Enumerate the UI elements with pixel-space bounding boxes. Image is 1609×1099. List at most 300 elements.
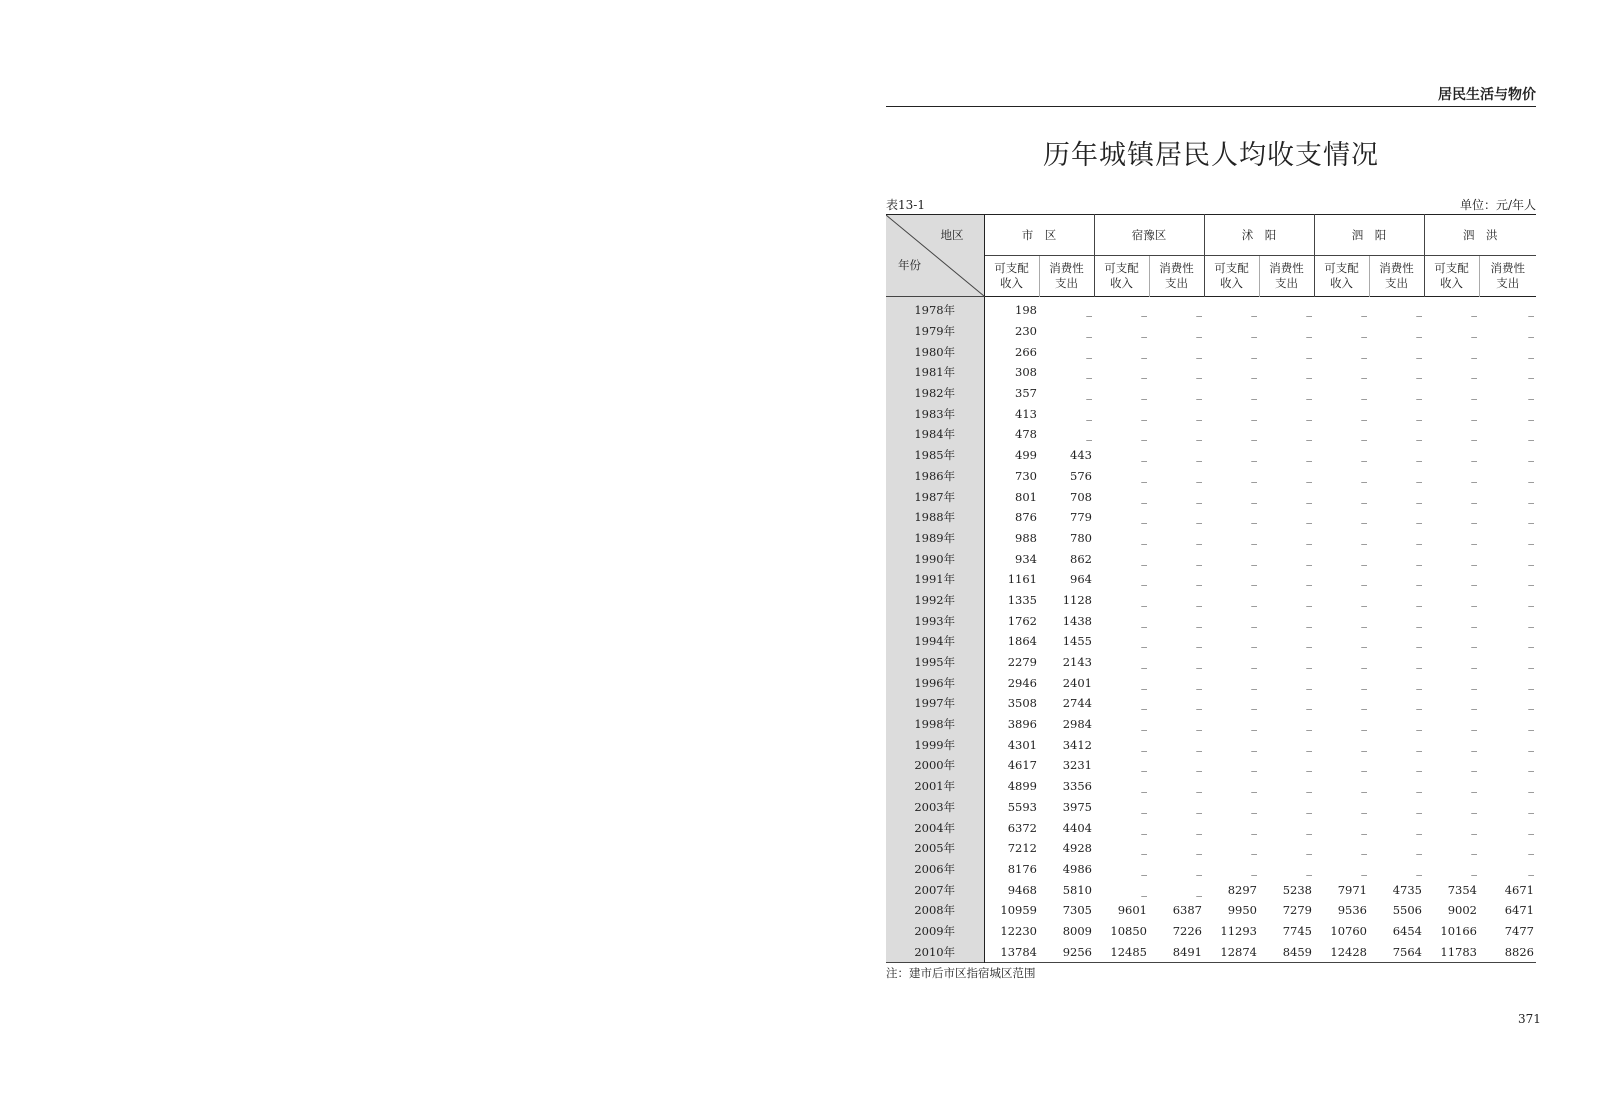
value-cell: _ (1471, 841, 1477, 856)
year-cell: 1993年 (886, 610, 984, 631)
year-cell: 1978年 (886, 297, 984, 321)
value-cell: _ (1141, 779, 1147, 794)
value-cell: _ (1306, 303, 1312, 318)
year-cell: 1998年 (886, 714, 984, 735)
value-cell: 934 (1015, 551, 1037, 566)
table-row (886, 569, 1536, 590)
value-cell: _ (1528, 365, 1534, 380)
value-cell: 9468 (1007, 882, 1037, 897)
value-cell: _ (1196, 841, 1202, 856)
value-cell: _ (1251, 675, 1257, 690)
value-cell: _ (1471, 779, 1477, 794)
value-cell: _ (1141, 530, 1147, 545)
table-row (886, 466, 1536, 487)
value-cell: 3896 (1007, 717, 1037, 732)
value-cell: _ (1471, 530, 1477, 545)
value-cell: _ (1471, 551, 1477, 566)
value-cell: _ (1306, 799, 1312, 814)
value-cell: 1762 (1007, 613, 1037, 628)
value-cell: 478 (1015, 427, 1037, 442)
value-cell: 2946 (1007, 675, 1037, 690)
value-cell: _ (1416, 365, 1422, 380)
value-cell: _ (1251, 406, 1257, 421)
value-cell: _ (1471, 717, 1477, 732)
value-cell: _ (1196, 655, 1202, 670)
value-cell: _ (1196, 572, 1202, 587)
value-cell: _ (1086, 406, 1092, 421)
value-cell: 801 (1015, 489, 1037, 504)
value-cell: _ (1196, 324, 1202, 339)
value-cell: _ (1196, 861, 1202, 876)
value-cell: _ (1361, 592, 1367, 607)
value-cell: 8009 (1062, 923, 1092, 938)
value-cell: _ (1306, 406, 1312, 421)
value-cell: _ (1141, 324, 1147, 339)
value-cell: _ (1471, 799, 1477, 814)
value-cell: _ (1251, 592, 1257, 607)
value-cell: 12874 (1220, 944, 1257, 959)
value-cell: _ (1086, 365, 1092, 380)
table-row (886, 817, 1536, 838)
value-cell: 11293 (1220, 923, 1257, 938)
value-cell: 6372 (1007, 820, 1037, 835)
corner-diagonal (886, 215, 984, 296)
value-cell: _ (1141, 365, 1147, 380)
table-row (886, 693, 1536, 714)
value-cell: 4735 (1392, 882, 1422, 897)
year-cell: 1999年 (886, 734, 984, 755)
value-cell: _ (1528, 489, 1534, 504)
value-cell: _ (1361, 572, 1367, 587)
sub-header-line: 收入 (1220, 276, 1243, 290)
value-cell: _ (1196, 468, 1202, 483)
corner-region-label: 地区 (940, 228, 964, 242)
value-cell: 443 (1070, 448, 1092, 463)
value-cell: _ (1306, 779, 1312, 794)
value-cell: _ (1141, 303, 1147, 318)
value-cell: _ (1416, 448, 1422, 463)
value-cell: _ (1471, 613, 1477, 628)
value-cell: 6471 (1504, 903, 1534, 918)
year-cell: 1987年 (886, 486, 984, 507)
sub-header-line: 可支配 (994, 261, 1029, 275)
value-cell: _ (1361, 634, 1367, 649)
value-cell: _ (1251, 427, 1257, 442)
value-cell: _ (1361, 406, 1367, 421)
year-cell: 2008年 (886, 900, 984, 921)
value-cell: _ (1306, 634, 1312, 649)
value-cell: _ (1196, 365, 1202, 380)
value-cell: _ (1416, 510, 1422, 525)
table-row (886, 590, 1536, 611)
value-cell: _ (1471, 592, 1477, 607)
value-cell: _ (1086, 427, 1092, 442)
table-header (886, 215, 1536, 297)
value-cell: _ (1141, 675, 1147, 690)
value-cell: _ (1361, 551, 1367, 566)
value-cell: _ (1196, 551, 1202, 566)
value-cell: _ (1528, 406, 1534, 421)
value-cell: _ (1306, 324, 1312, 339)
value-cell: 3231 (1062, 758, 1092, 773)
value-cell: 576 (1070, 468, 1092, 483)
table-row (886, 548, 1536, 569)
value-cell: 8297 (1227, 882, 1257, 897)
value-cell: 3975 (1062, 799, 1092, 814)
value-cell: 198 (1015, 303, 1037, 318)
value-cell: 5810 (1062, 882, 1092, 897)
value-cell: 10760 (1330, 923, 1367, 938)
sub-header-expense (1039, 256, 1094, 297)
value-cell: _ (1251, 758, 1257, 773)
value-cell: _ (1361, 448, 1367, 463)
value-cell: _ (1361, 427, 1367, 442)
value-cell: _ (1141, 489, 1147, 504)
year-cell: 2007年 (886, 879, 984, 900)
value-cell: _ (1306, 572, 1312, 587)
value-cell: _ (1528, 696, 1534, 711)
table-row (886, 341, 1536, 362)
value-cell: 7564 (1392, 944, 1422, 959)
value-cell: _ (1416, 696, 1422, 711)
table-row (886, 631, 1536, 652)
value-cell: _ (1361, 489, 1367, 504)
value-cell: 5593 (1007, 799, 1037, 814)
sub-header-line: 收入 (1000, 276, 1023, 290)
value-cell: _ (1416, 820, 1422, 835)
value-cell: 2143 (1062, 655, 1092, 670)
value-cell: _ (1361, 758, 1367, 773)
value-cell: _ (1141, 386, 1147, 401)
table-row (886, 838, 1536, 859)
value-cell: _ (1416, 758, 1422, 773)
value-cell: 10166 (1440, 923, 1477, 938)
value-cell: _ (1306, 551, 1312, 566)
value-cell: _ (1251, 386, 1257, 401)
sub-header-line: 支出 (1165, 276, 1188, 290)
value-cell: _ (1528, 592, 1534, 607)
value-cell: _ (1528, 799, 1534, 814)
table-row (886, 403, 1536, 424)
value-cell: _ (1196, 386, 1202, 401)
value-cell: _ (1471, 634, 1477, 649)
value-cell: _ (1251, 510, 1257, 525)
value-cell: _ (1306, 427, 1312, 442)
value-cell: _ (1471, 427, 1477, 442)
value-cell: _ (1251, 779, 1257, 794)
value-cell: _ (1306, 758, 1312, 773)
value-cell: _ (1528, 468, 1534, 483)
sub-header-income (1204, 256, 1259, 297)
table-row (886, 672, 1536, 693)
value-cell: _ (1416, 675, 1422, 690)
value-cell: _ (1141, 841, 1147, 856)
value-cell: _ (1141, 758, 1147, 773)
value-cell: 1438 (1062, 613, 1092, 628)
value-cell: 4986 (1062, 861, 1092, 876)
table-row (886, 652, 1536, 673)
table-row (886, 610, 1536, 631)
value-cell: 9002 (1447, 903, 1477, 918)
value-cell: _ (1306, 448, 1312, 463)
value-cell: 1128 (1062, 592, 1092, 607)
value-cell: 9536 (1337, 903, 1367, 918)
table-note: 注：建市后市区指宿城区范围 (886, 966, 1036, 980)
value-cell: _ (1361, 717, 1367, 732)
value-cell: _ (1528, 344, 1534, 359)
year-cell: 2001年 (886, 776, 984, 797)
section-label: 居民生活与物价 (1438, 87, 1536, 103)
value-cell: 4404 (1062, 820, 1092, 835)
value-cell: _ (1196, 613, 1202, 628)
value-cell: 4301 (1007, 737, 1037, 752)
sub-header-line: 可支配 (1214, 261, 1249, 275)
sub-header-line: 可支配 (1104, 261, 1139, 275)
value-cell: _ (1528, 324, 1534, 339)
value-cell: _ (1306, 696, 1312, 711)
region-header: 市 区 (984, 215, 1094, 256)
value-cell: _ (1306, 592, 1312, 607)
year-cell: 1991年 (886, 569, 984, 590)
value-cell: _ (1196, 530, 1202, 545)
value-cell: _ (1416, 655, 1422, 670)
value-cell: _ (1251, 655, 1257, 670)
value-cell: _ (1471, 696, 1477, 711)
value-cell: _ (1196, 448, 1202, 463)
value-cell: 10850 (1110, 923, 1147, 938)
value-cell: _ (1416, 344, 1422, 359)
value-cell: _ (1251, 799, 1257, 814)
value-cell: _ (1141, 468, 1147, 483)
value-cell: _ (1306, 737, 1312, 752)
value-cell: 413 (1015, 406, 1037, 421)
value-cell: _ (1141, 592, 1147, 607)
value-cell: _ (1416, 592, 1422, 607)
table-row (886, 528, 1536, 549)
value-cell: _ (1528, 427, 1534, 442)
value-cell: 7226 (1172, 923, 1202, 938)
value-cell: 2744 (1062, 696, 1092, 711)
table-row (886, 445, 1536, 466)
sub-header-line: 可支配 (1434, 261, 1469, 275)
value-cell: _ (1471, 324, 1477, 339)
value-cell: _ (1416, 779, 1422, 794)
sub-header-expense (1369, 256, 1424, 297)
value-cell: 9256 (1062, 944, 1092, 959)
value-cell: _ (1528, 820, 1534, 835)
value-cell: _ (1361, 324, 1367, 339)
value-cell: _ (1251, 468, 1257, 483)
sub-header-expense (1259, 256, 1314, 297)
year-cell: 1982年 (886, 383, 984, 404)
value-cell: _ (1471, 386, 1477, 401)
value-cell: _ (1416, 324, 1422, 339)
value-cell: _ (1528, 303, 1534, 318)
value-cell: _ (1361, 799, 1367, 814)
value-cell: _ (1251, 737, 1257, 752)
value-cell: 7971 (1337, 882, 1367, 897)
value-cell: _ (1141, 696, 1147, 711)
sub-header-line: 可支配 (1324, 261, 1359, 275)
value-cell: _ (1471, 861, 1477, 876)
value-cell: _ (1306, 386, 1312, 401)
value-cell: 708 (1070, 489, 1092, 504)
value-cell: 8491 (1172, 944, 1202, 959)
document-page (886, 78, 1536, 981)
year-cell: 1995年 (886, 652, 984, 673)
value-cell: _ (1196, 344, 1202, 359)
value-cell: _ (1251, 820, 1257, 835)
value-cell: _ (1086, 303, 1092, 318)
value-cell: _ (1416, 717, 1422, 732)
value-cell: 5238 (1282, 882, 1312, 897)
value-cell: _ (1196, 882, 1202, 897)
corner-cell (886, 215, 984, 297)
value-cell: _ (1196, 799, 1202, 814)
value-cell: _ (1361, 779, 1367, 794)
value-cell: _ (1306, 613, 1312, 628)
value-cell: _ (1471, 655, 1477, 670)
value-cell: 1335 (1007, 592, 1037, 607)
value-cell: _ (1196, 737, 1202, 752)
corner-year-label: 年份 (898, 258, 921, 272)
value-cell: 308 (1015, 365, 1037, 380)
value-cell: _ (1141, 655, 1147, 670)
table-body (886, 297, 1536, 963)
value-cell: 12230 (1000, 923, 1037, 938)
region-header-row (886, 215, 1536, 256)
sub-header-line: 消费性 (1159, 261, 1194, 275)
value-cell: 1455 (1062, 634, 1092, 649)
value-cell: _ (1251, 324, 1257, 339)
value-cell: 780 (1070, 530, 1092, 545)
value-cell: 7477 (1504, 923, 1534, 938)
value-cell: 6387 (1172, 903, 1202, 918)
value-cell: 266 (1015, 344, 1037, 359)
value-cell: _ (1361, 655, 1367, 670)
sub-header-line: 消费性 (1269, 261, 1304, 275)
value-cell: _ (1196, 779, 1202, 794)
region-header: 沭 阳 (1204, 215, 1314, 256)
value-cell: 2401 (1062, 675, 1092, 690)
value-cell: 4671 (1504, 882, 1534, 897)
sub-header-income (1424, 256, 1479, 297)
value-cell: _ (1471, 510, 1477, 525)
year-cell: 1988年 (886, 507, 984, 528)
value-cell: _ (1361, 510, 1367, 525)
value-cell: _ (1361, 344, 1367, 359)
table-row (886, 486, 1536, 507)
value-cell: _ (1196, 758, 1202, 773)
value-cell: _ (1528, 448, 1534, 463)
year-cell: 1985年 (886, 445, 984, 466)
value-cell: _ (1471, 820, 1477, 835)
value-cell: _ (1196, 820, 1202, 835)
year-cell: 1990年 (886, 548, 984, 569)
value-cell: _ (1141, 344, 1147, 359)
value-cell: _ (1361, 820, 1367, 835)
year-cell: 1992年 (886, 590, 984, 611)
value-cell: 5506 (1392, 903, 1422, 918)
value-cell: _ (1361, 530, 1367, 545)
value-cell: _ (1141, 448, 1147, 463)
year-cell: 1983年 (886, 403, 984, 424)
value-cell: _ (1141, 406, 1147, 421)
value-cell: _ (1361, 386, 1367, 401)
value-cell: _ (1471, 448, 1477, 463)
value-cell: 12428 (1330, 944, 1367, 959)
value-cell: 876 (1015, 510, 1037, 525)
value-cell: _ (1196, 489, 1202, 504)
value-cell: _ (1416, 613, 1422, 628)
sub-header-expense (1479, 256, 1536, 297)
table-row (886, 900, 1536, 921)
value-cell: _ (1528, 841, 1534, 856)
value-cell: _ (1361, 613, 1367, 628)
value-cell: 988 (1015, 530, 1037, 545)
sub-header-line: 支出 (1275, 276, 1298, 290)
value-cell: _ (1416, 468, 1422, 483)
value-cell: _ (1251, 861, 1257, 876)
value-cell: 1864 (1007, 634, 1037, 649)
value-cell: _ (1306, 489, 1312, 504)
value-cell: 11783 (1440, 944, 1477, 959)
value-cell: 8459 (1282, 944, 1312, 959)
value-cell: _ (1251, 489, 1257, 504)
value-cell: 7745 (1282, 923, 1312, 938)
value-cell: _ (1528, 717, 1534, 732)
value-cell: _ (1361, 365, 1367, 380)
value-cell: _ (1251, 530, 1257, 545)
value-cell: _ (1471, 406, 1477, 421)
table-row (886, 362, 1536, 383)
value-cell: _ (1251, 303, 1257, 318)
value-cell: _ (1416, 634, 1422, 649)
value-cell: _ (1528, 779, 1534, 794)
table-row (886, 714, 1536, 735)
value-cell: _ (1471, 737, 1477, 752)
value-cell: _ (1251, 613, 1257, 628)
sub-header-line: 消费性 (1490, 261, 1525, 275)
sub-header-line: 支出 (1055, 276, 1078, 290)
value-cell: 3412 (1062, 737, 1092, 752)
value-cell: _ (1361, 696, 1367, 711)
value-cell: _ (1528, 737, 1534, 752)
value-cell: 13784 (1000, 944, 1037, 959)
value-cell: 3508 (1007, 696, 1037, 711)
value-cell: _ (1528, 861, 1534, 876)
value-cell: _ (1141, 427, 1147, 442)
value-cell: 230 (1015, 324, 1037, 339)
value-cell: _ (1471, 758, 1477, 773)
value-cell: _ (1528, 572, 1534, 587)
table-row (886, 755, 1536, 776)
value-cell: _ (1416, 572, 1422, 587)
year-cell: 2003年 (886, 797, 984, 818)
value-cell: _ (1416, 861, 1422, 876)
year-cell: 1979年 (886, 321, 984, 342)
value-cell: 7279 (1282, 903, 1312, 918)
value-cell: _ (1416, 427, 1422, 442)
value-cell: _ (1251, 634, 1257, 649)
value-cell: _ (1086, 386, 1092, 401)
value-cell: 9601 (1117, 903, 1147, 918)
value-cell: 4928 (1062, 841, 1092, 856)
value-cell: _ (1196, 510, 1202, 525)
value-cell: _ (1141, 510, 1147, 525)
value-cell: _ (1416, 551, 1422, 566)
value-cell: _ (1141, 799, 1147, 814)
